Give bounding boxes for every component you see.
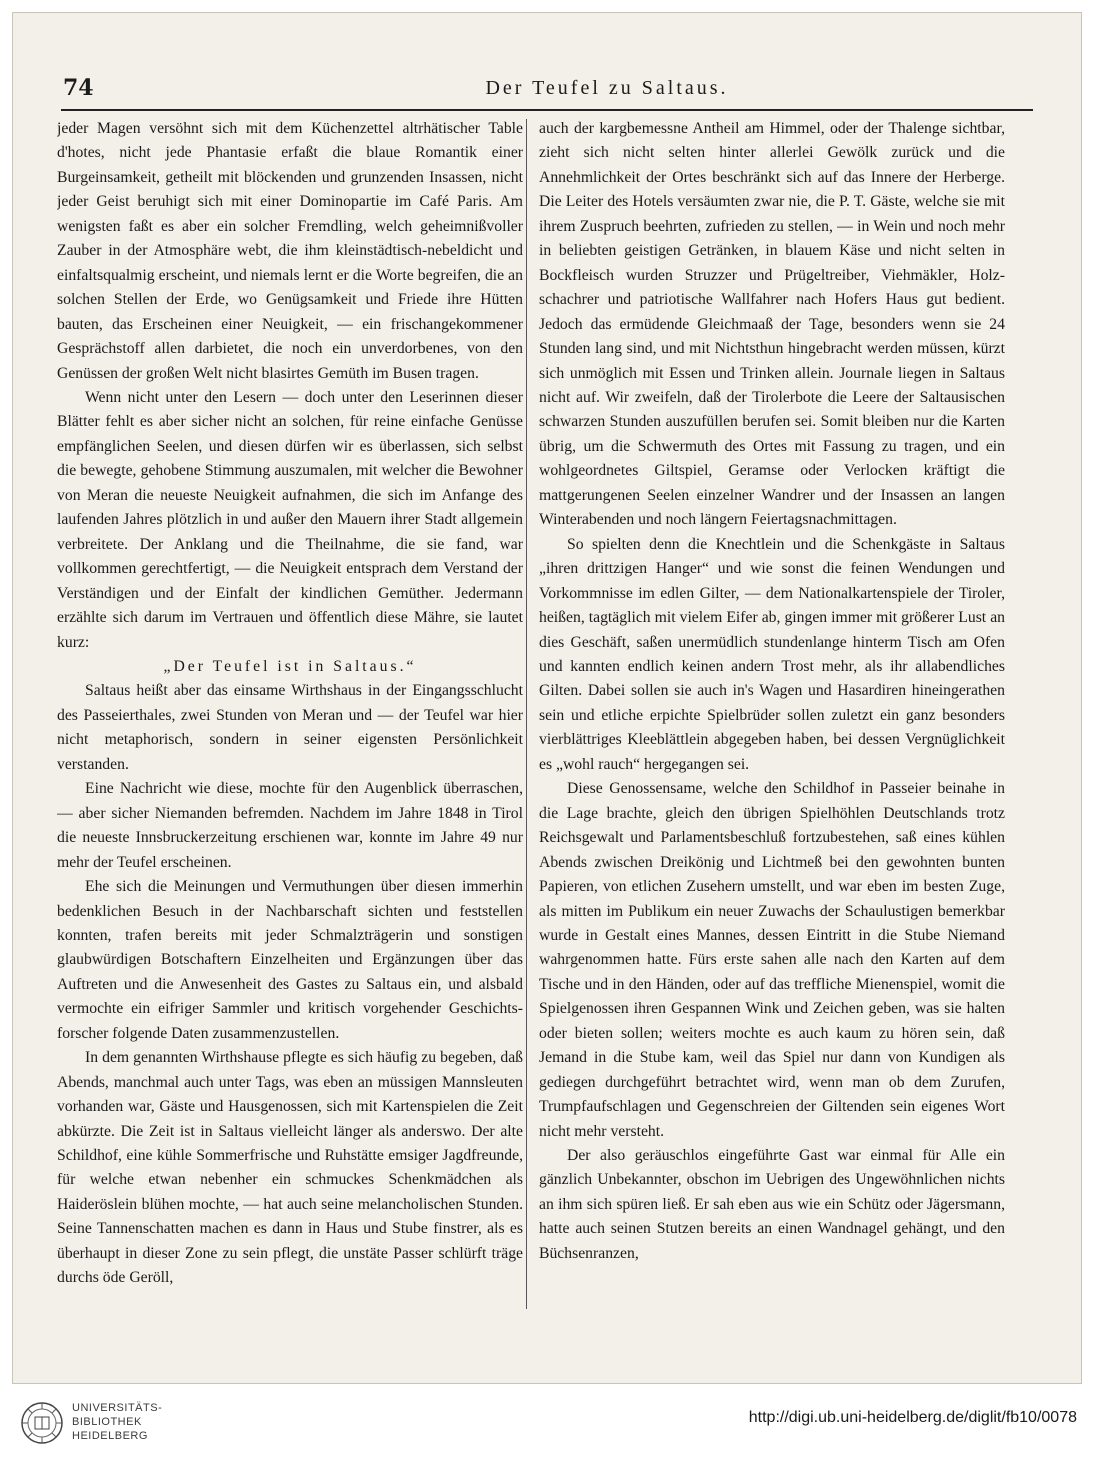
paragraph: auch der kargbemessne Antheil am Himmel, oder der Thalenge sichtbar, zieht sich nicht selten hinter allerlei Gewölk zurück und die Annehmlichkeit der Ortes beschränkt sich auf das Innere der Herberge. Die Leiter des Hotels versäumten zwar nie, die P. T. Gäste, welche sie mit ihrem Zuspruch beehrten, zufrieden zu stellen, — in Wein und noch mehr in beliebten geistigen Getränken, in blauem Käse und nicht selten in Bockfleisch wurden Struzzer und Prügeltreiber, Viehmäkler, Holzschachrer und patriotische Wallfahrer nach Hofers Haus gut bedient. Jedoch das ermüdende Gleichmaaß der Tage, besonders wenn sie 24 Stunden lang sind, und mit Nichtsthun hingebracht werden müssen, kürzt sich unmöglich mit Essen und Trinken allein. Journale liegen in Saltaus nicht auf. Wir zweifeln, daß der Tirolerbote die Leere der Saltausischen schwarzen Stunden auszufüllen berufen sei. Somit bleiben nur die Karten übrig, um die Schwermuth des Ortes mit Fassung zu tragen, und ein wohlgeordnetes Giltspiel, Geramse oder Verlocken kräftigt die mattgerungenen Seelen einzelner Wandrer und der Insassen an langen Winterabenden und noch längern Feiertagsnachmittagen.: [539, 120, 1005, 529]
library-name-line: UNIVERSITÄTS-: [72, 1402, 163, 1414]
left-column: [57, 117, 523, 1377]
paragraph: In dem genannten Wirthshause pflegte es sich häufig zu begeben, daß Abends, manchmal auch unter Tags, was eben an müssigen Mannsleuten vorhanden war, Gäste und Hausgenossen, sich mit Kartenspielen die Zeit abkürzte. Die Zeit ist in Saltaus vielleicht länger als anderswo. Der alte Schildhof, eine kühle Sommerfrische und Ruhstätte emsiger Jagdfreunde, für welche etwan nebenher ein schmuckes Schenkmädchen als Haideröslein blühen mochte, — hat auch seine melancholischen Stunden. Seine Tannenschatten machen es dann in Haus und Stube finstrer, als es überhaupt in dieser Zone zu sein pflegt, die unstäte Passer schlürft träge durchs öde Geröll,: [57, 1049, 523, 1287]
library-logo[interactable]: [20, 1399, 220, 1451]
quoted-headline: „Der Teufel ist in Saltaus.“: [163, 657, 417, 675]
paragraph: Saltaus heißt aber das einsame Wirthshaus in der Eingangsschlucht des Passeierthales, zwei Stunden von Meran und — der Teufel war hier nicht metaphorisch, sondern in seiner eigensten Persönlichkeit verstanden.: [57, 682, 523, 773]
page-number: 74: [63, 75, 94, 101]
viewer-footer: [0, 1385, 1095, 1465]
header-rule: [61, 109, 1033, 111]
university-seal-icon: [20, 1401, 64, 1445]
library-name: [72, 1401, 162, 1443]
library-name-line: HEIDELBERG: [72, 1430, 148, 1442]
source-url-link[interactable]: http://digi.ub.uni-heidelberg.de/diglit/fb10/0078: [748, 1409, 1077, 1426]
library-name-line: BIBLIOTHEK: [72, 1416, 142, 1428]
paragraph: So spielten denn die Knechtlein und die Schenkgäste in Saltaus „ihren drittzigen Hanger“ und wie sonst die feinen Wendungen und Vorkommnisse im edlen Gilter, — dem Nationalkartenspiele der Tiroler, heißen, tagtäglich mit vielem Eifer ab, gingen immer mit größerer Lust an dies Geschäft, saßen unermüdlich stundenlange hinterm Tisch am Ofen und kannten endlich keinen andern Trost mehr, als ihr allabendliches Gilten. Dabei sollen sie auch in's Wagen und Hasardiren hineingerathen sein und etliche erpichte Spielbrüder sollen zuletzt ein ganz besonders vierblättriges Kleeblättlein abgegeben haben, bei dessen Vergnüglichkeit es „wohl rauch“ hergegangen sei.: [539, 535, 1005, 773]
paragraph: Ehe sich die Meinungen und Vermuthungen über diesen immerhin bedenklichen Besuch in der Nachbarschaft sichten und feststellen konnten, trafen bereits mit jeder Schmalzträgerin und sonstigen glaubwürdigen Botschaftern Einzelheiten und Ergänzungen über das Auftreten und die Anwesenheit des Gastes zu Saltaus ein, und alsbald vermochte ein eifriger Sammler und kritisch vorgehender Geschichtsforscher folgende Daten zusammenzustellen.: [57, 878, 523, 1042]
right-column: [539, 117, 1005, 1377]
paragraph: Der also geräuschlos eingeführte Gast war einmal für Alle ein gänzlich Unbekannter, obschon im Uebrigen des Ungewöhnlichen nichts an ihm sich spüren ließ. Er sah eben aus wie ein Schütz oder Jägersmann, hatte auch seinen Stutzen bereits an einen Wandnagel gehängt, und den Büchsenranzen,: [539, 1147, 1005, 1262]
paragraph: Diese Genossensame, welche den Schildhof in Passeier beinahe in die Lage brachte, gleich den übrigen Spielhöhlen Deutschlands trotz Reichsgewalt und Parlamentsbeschluß fortzubestehen, saß eines kühlen Abends zwischen Dreikönig und Lichtmeß bei den gewohnten bunten Papieren, von etlichen Zusehern umstellt, und war eben im besten Zuge, als mitten im Publikum ein neuer Zuwachs der Schaulustigen bemerkbar wurde in Gestalt eines Mannes, dessen Eintritt in die Stube Niemand wahrgenommen hatte. Fürs erste sahen alle nach den Karten auf dem Tische und in den Händen, oder auf das treffliche Mienenspiel, womit die Spielgenossen ihren Gespannen Wink und Zeichen geben, was sie halten oder bieten sollen; weiters mochte es auch kaum zu hören sein, daß Jemand in die Stube kam, weil das Spiel nur dann von Kundigen als gediegen durchgeführt betrachtet wird, wenn man ob dem Zurufen, Trumpfaufschlagen und Gegenschreien der Giltenden sein eigenes Wort nicht mehr versteht.: [539, 780, 1005, 1140]
paragraph: Wenn nicht unter den Lesern — doch unter den Leserinnen dieser Blätter fehlt es aber sicher nicht an solchen, für reine einfache Genüsse empfänglichen Seelen, und diesen dürfen wir es überlassen, sich selbst die bewegte, gehobene Stimmung auszumalen, mit welcher die Bewohner von Meran die neueste Neuigkeit aufnahmen, die sich im Anfange des laufenden Jahres plötzlich in und außer den Mauern ihrer Stadt allgemein verbreitete. Der Anklang und die Theilnahme, die sie fand, war vollkommen gerechtfertigt, — die Neuigkeit entsprach dem Verstand der Verständigen und der Einfalt der kindlichen Gemüther. Jedermann erzählte sich darum im Vertrauen und öffentlich diese Mähre, sie lautet kurz:: [57, 388, 523, 651]
column-divider: [526, 119, 527, 1309]
running-title: Der Teufel zu Saltaus.: [485, 77, 729, 99]
scanned-page: [12, 12, 1082, 1384]
paragraph: jeder Magen versöhnt sich mit dem Küchenzettel altrhätischer Table d'hotes, nicht jede Phantasie erfaßt die blaue Romantik einer Burgeinsamkeit, getheilt mit blöckenden und grunzenden Insassen, nicht jeder Geist beruhigt sich mit einer Dominopartie im Café Paris. Am wenigsten faßt es aber ein solcher Fremdling, welch geheimnißvoller Zauber in der Atmosphäre webt, die ihm kleinstädtisch-nebeldicht und einfaltsqualmig erscheint, und niemals lernt er die Worte begreifen, die an solchen Stellen der Erde, wo Genügsamkeit und Friede ihre Hütten bauten, das Erscheinen einer Neuigkeit, — ein frischangekommener Gesprächstoff allen darbietet, die noch ein unverdorbenes, von den Genüssen der großen Welt nicht blasirtes Gemüth im Busen tragen.: [57, 120, 523, 382]
paragraph: Eine Nachricht wie diese, mochte für den Augenblick überraschen, — aber sicher Niemanden befremden. Nachdem im Jahre 1848 in Tirol die neueste Innsbruckerzeitung erschienen war, konnte im Jahre 49 nur mehr der Teufel erscheinen.: [57, 780, 523, 871]
